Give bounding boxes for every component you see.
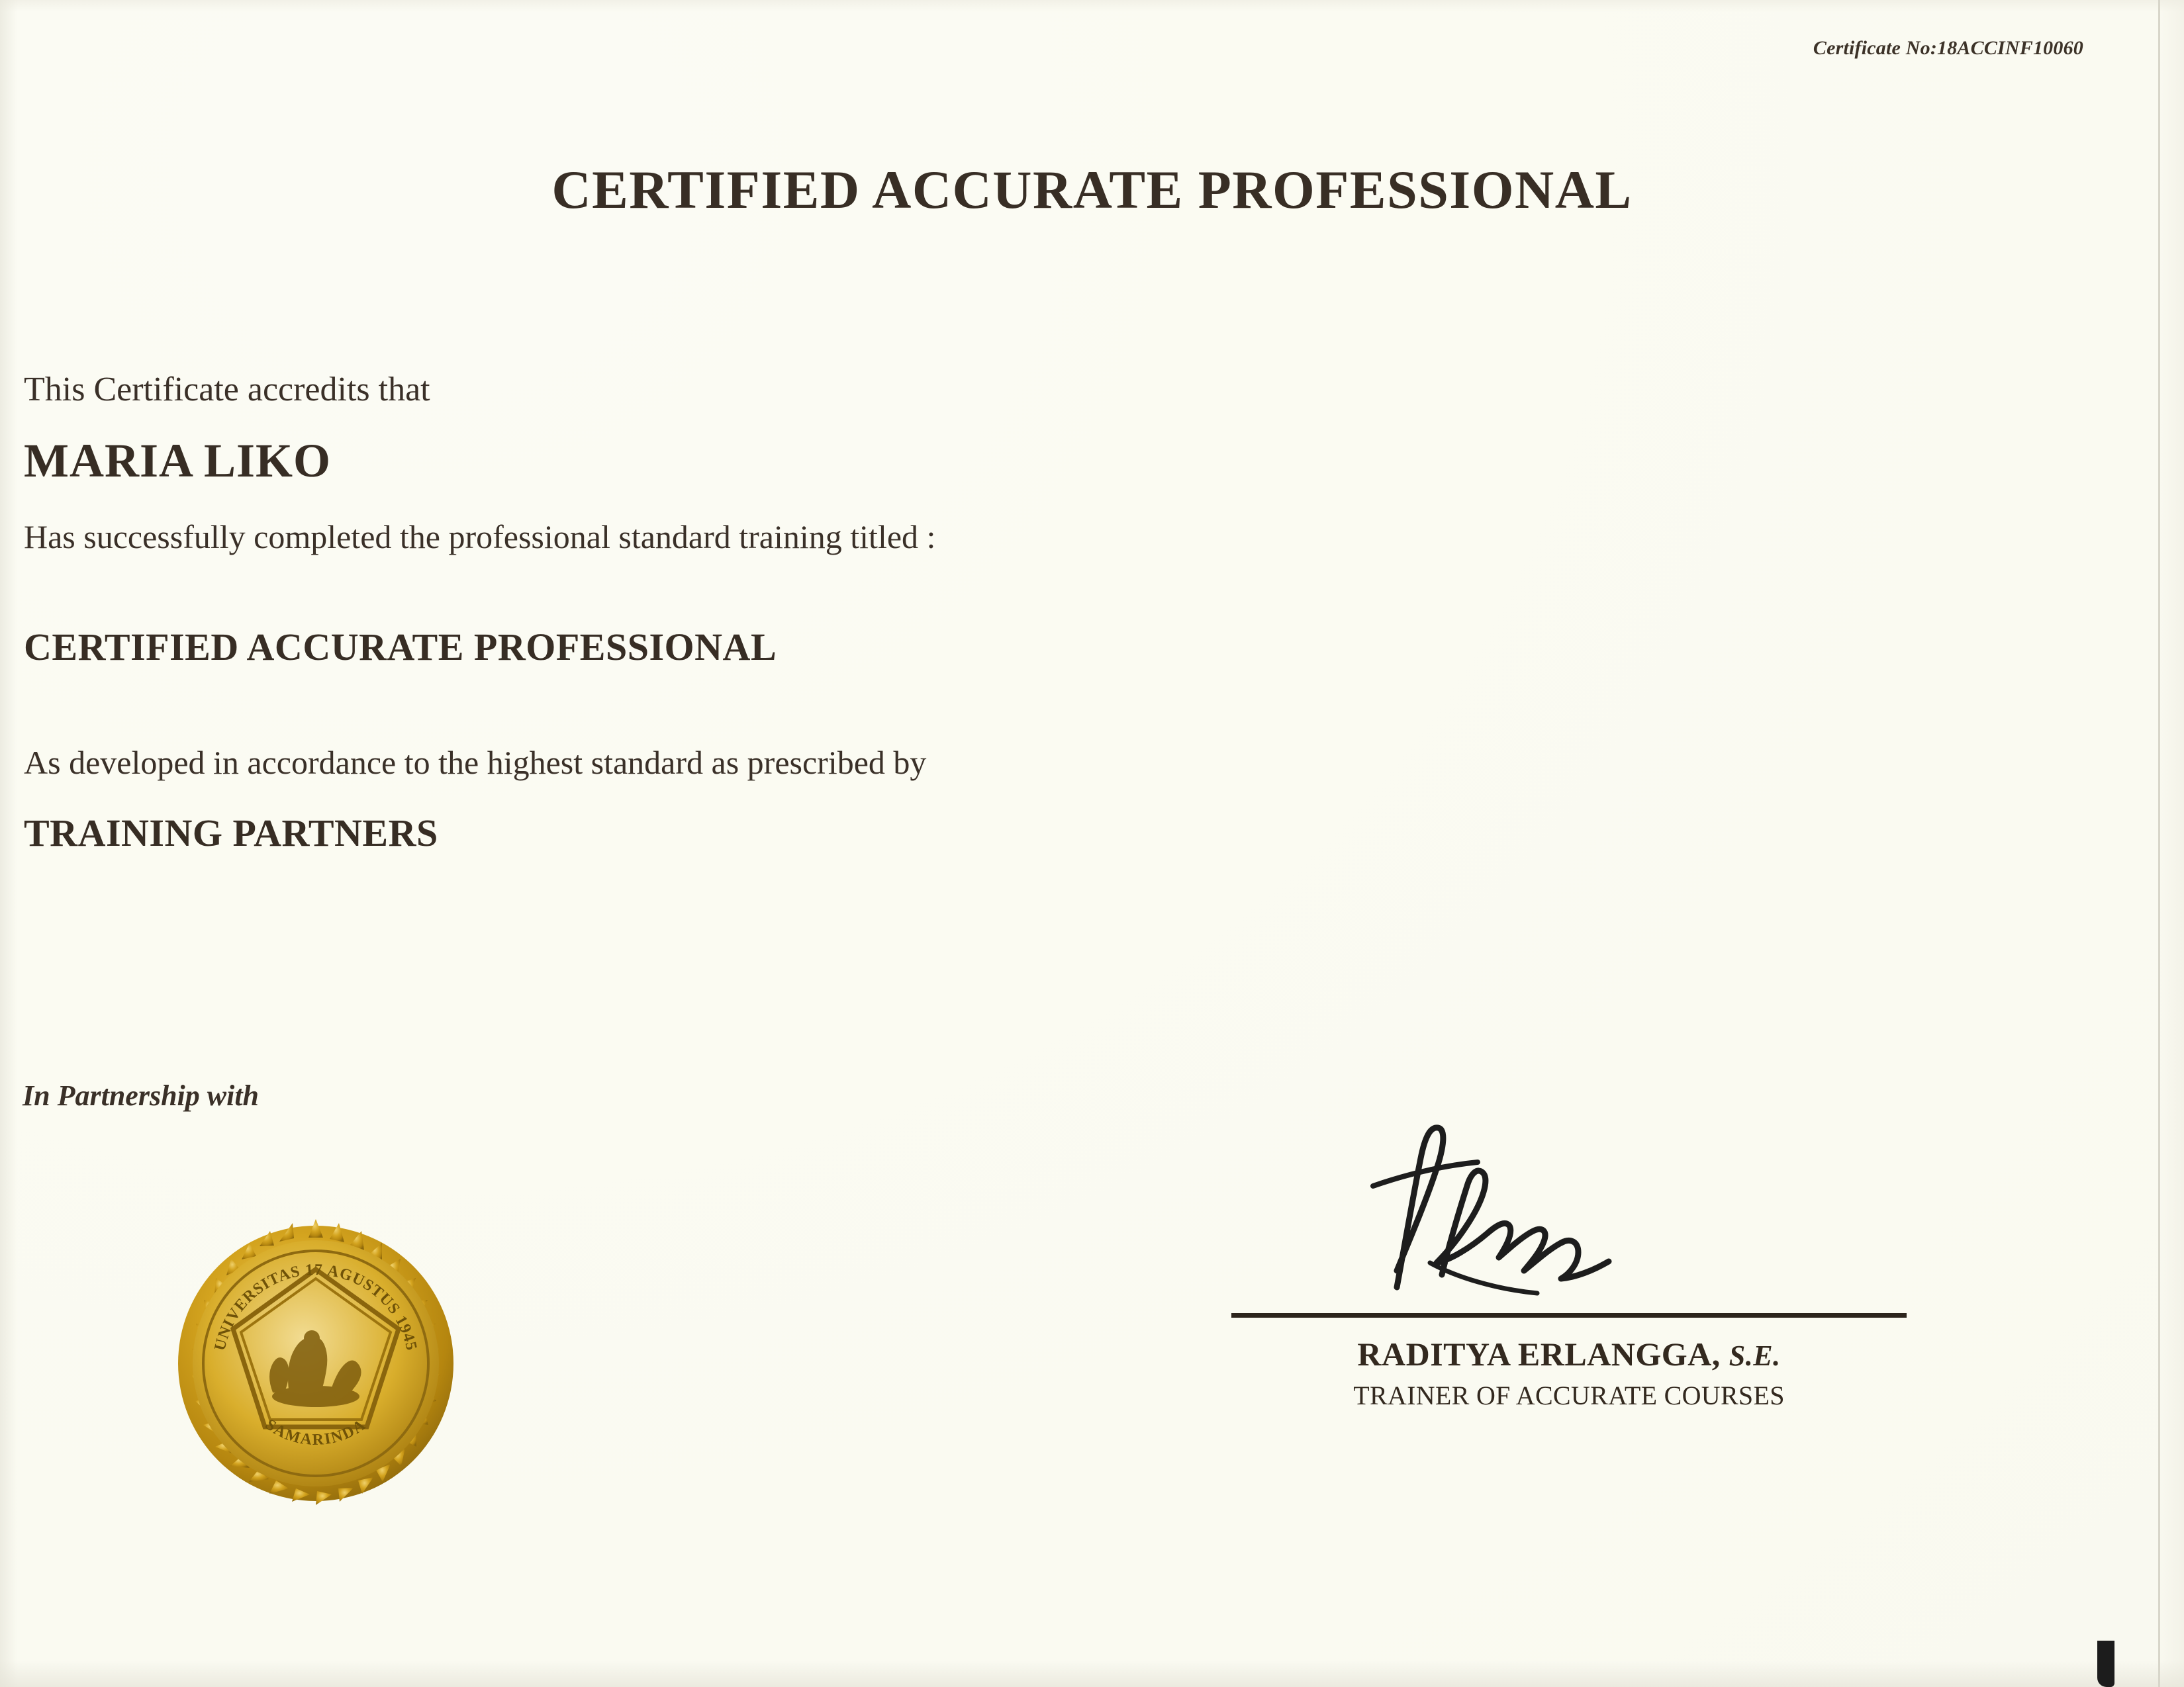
recipient-name: MARIA LIKO — [24, 434, 332, 488]
scan-edge-left — [0, 0, 17, 1687]
scan-edge-line — [2158, 0, 2160, 1687]
svg-text:UNIVERSITAS 17 AGUSTUS 1945: UNIVERSITAS 17 AGUSTUS 1945 — [211, 1261, 420, 1353]
standard-line: As developed in accordance to the highest standard as prescribed by — [24, 744, 927, 782]
partnership-label: In Partnership with — [23, 1079, 260, 1112]
certificate-body — [24, 371, 1480, 855]
scan-edge-bottom — [0, 1661, 2184, 1687]
gold-seal-icon — [173, 1218, 458, 1509]
signature-rule — [1231, 1313, 1907, 1318]
course-title: CERTIFIED ACCURATE PROFESSIONAL — [24, 625, 777, 669]
scan-edge-top — [0, 0, 2184, 12]
signature-block — [1231, 1112, 1907, 1411]
svg-text:SAMARINDA: SAMARINDA — [261, 1416, 370, 1449]
page-title: CERTIFIED ACCURATE PROFESSIONAL — [551, 160, 1633, 220]
signer-name — [1231, 1335, 1907, 1373]
standard-body-name: TRAINING PARTNERS — [24, 811, 438, 855]
completion-line: Has successfully completed the professional standard training titled : — [24, 518, 936, 556]
scan-artifact — [2097, 1641, 2114, 1687]
signer-name-suffix: S.E. — [1729, 1340, 1781, 1372]
signer-role: TRAINER OF ACCURATE COURSES — [1353, 1381, 1785, 1410]
certificate-number: Certificate No:18ACCINF10060 — [1813, 37, 2083, 59]
handwritten-signature-icon — [1231, 1112, 1907, 1310]
intro-line: This Certificate accredits that — [24, 371, 430, 408]
scan-edge-right — [2158, 0, 2184, 1687]
signer-name-text: RADITYA ERLANGGA, — [1357, 1336, 1721, 1373]
